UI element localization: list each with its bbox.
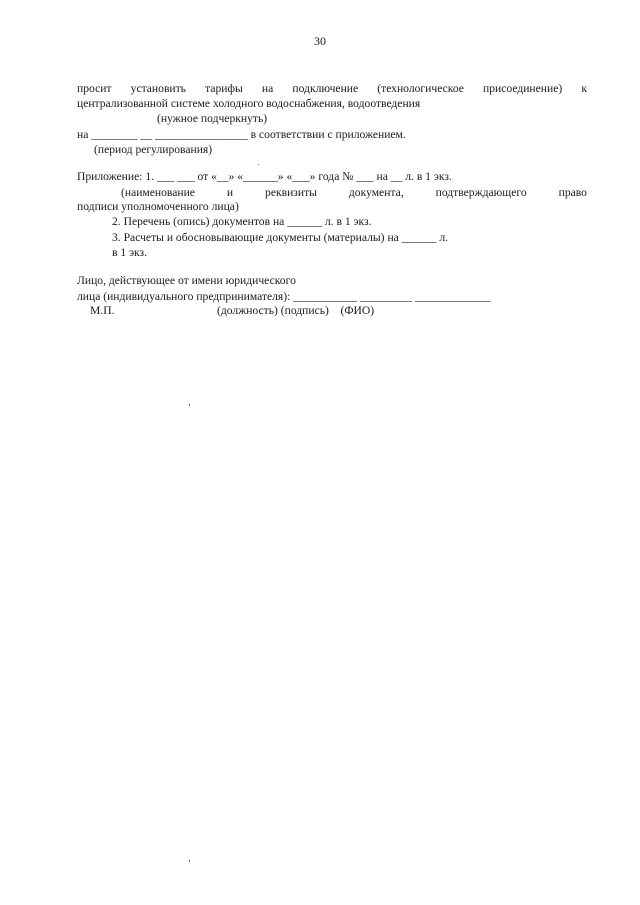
word: право xyxy=(558,186,587,199)
word: подтверждающего xyxy=(435,186,527,199)
appendix-item-2: 2. Перечень (опись) документов на ______ л. в 1 экз. xyxy=(112,215,372,228)
appendix-item-1-note xyxy=(121,186,587,200)
underline-note: (нужное подчеркнуть) xyxy=(157,112,268,125)
period-note: (период регулирования) xyxy=(94,143,213,156)
scan-speck xyxy=(258,164,259,165)
word: документа, xyxy=(348,186,404,199)
word: и xyxy=(226,186,234,199)
page-number: 30 xyxy=(314,34,326,48)
appendix-item-3-cont: в 1 экз. xyxy=(112,246,148,259)
stamp-label: М.П. xyxy=(90,304,115,317)
word: к xyxy=(581,82,587,95)
word: просит xyxy=(77,82,112,95)
signature-captions: (должность) (подпись) (ФИО) xyxy=(217,304,375,317)
scan-speck xyxy=(189,404,190,406)
word: подключение xyxy=(292,82,359,95)
word: реквизиты xyxy=(265,186,317,199)
appendix-item-1: Приложение: 1. ___ ___ от «__» «______» «___» года № ___ на __ л. в 1 экз. xyxy=(77,170,452,183)
word: (наименование xyxy=(121,186,195,199)
signatory-line-1: Лицо, действующее от имени юридического xyxy=(77,274,296,287)
request-line-3: на ________ __ ________________ в соответствии с приложением. xyxy=(77,128,406,141)
word: установить xyxy=(130,82,186,95)
appendix-item-3: 3. Расчеты и обосновывающие документы (материалы) на ______ л. xyxy=(112,231,449,244)
word: тарифы xyxy=(205,82,243,95)
word: присоединение) xyxy=(483,82,563,95)
scan-speck xyxy=(189,860,190,862)
signatory-line-2: лица (индивидуального предпринимателя): ___________ _________ _____________ xyxy=(77,290,491,303)
request-line-1 xyxy=(77,82,587,96)
word: на xyxy=(261,82,274,95)
word: (технологическое xyxy=(377,82,464,95)
request-line-2: централизованной системе холодного водоснабжения, водоотведения xyxy=(77,97,421,110)
appendix-item-1-note-cont: подписи уполномоченного лица) xyxy=(77,200,239,213)
